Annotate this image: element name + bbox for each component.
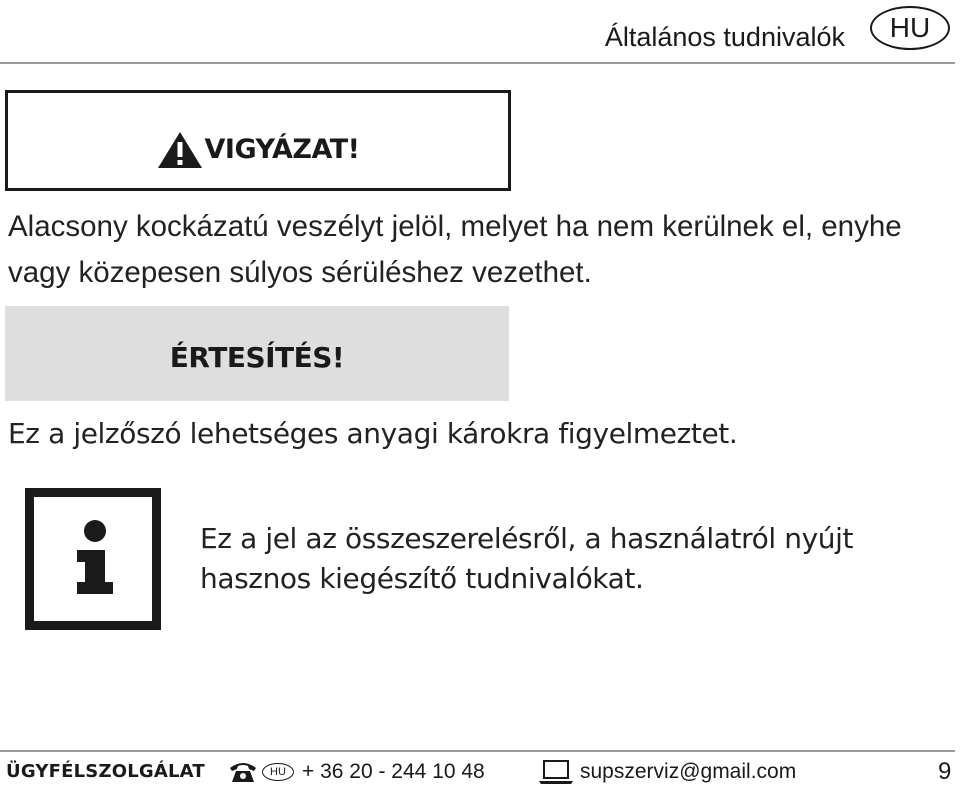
page-number: 9 [938, 758, 952, 785]
warning-triangle-icon [157, 130, 203, 170]
service-phone: + 36 20 - 244 10 48 [302, 760, 485, 783]
info-description: Ez a jel az összeszerelésről, a használatról nyújt hasznos kiegészítő tudnivalókat. [200, 522, 854, 595]
warning-label: VIGYÁZAT! [204, 134, 360, 165]
header-divider [0, 62, 955, 64]
language-badge: HU [870, 6, 950, 50]
warning-box [5, 90, 511, 191]
notice-box [5, 306, 509, 401]
country-badge: HU [262, 763, 294, 781]
notice-label: ÉRTESÍTÉS! [169, 341, 345, 374]
customer-service-label: ÜGYFÉLSZOLGÁLAT [6, 761, 205, 782]
service-email: supszerviz@gmail.com [580, 760, 797, 783]
warning-description: Alacsony kockázatú veszélyt jelöl, melyet ha nem kerülnek el, enyhe vagy közepesen súlyos sérüléshez vezethet. [8, 210, 902, 289]
footer-divider [0, 750, 955, 752]
phone-icon [228, 760, 258, 784]
laptop-icon [538, 759, 574, 785]
info-icon [25, 488, 161, 630]
section-title: Általános tudnivalók [604, 22, 845, 52]
notice-description: Ez a jelzőszó lehetséges anyagi károkra figyelmeztet. [8, 417, 738, 450]
